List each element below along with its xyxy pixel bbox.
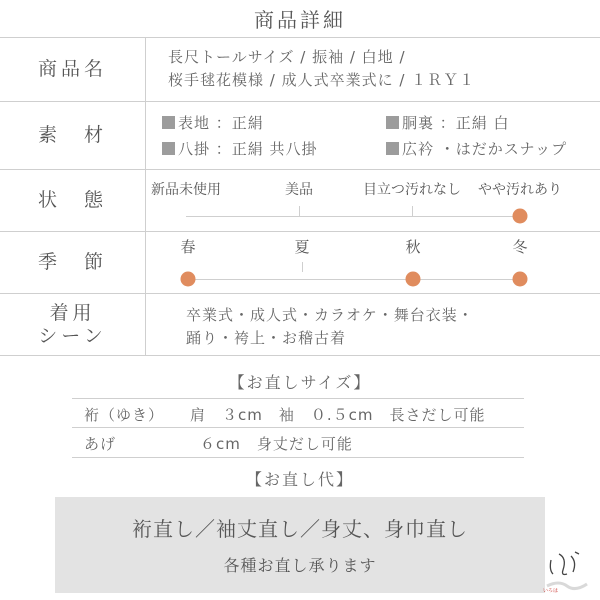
- state-scale: [146, 170, 600, 231]
- scene-label-line-1: 着用: [49, 301, 96, 324]
- spec-row-state: [0, 170, 600, 232]
- season-dot-spring: [181, 272, 196, 287]
- season-dot-autumn: [406, 272, 421, 287]
- name-line-1: 長尺トールサイズ / 振袖 / 白地 /: [168, 48, 406, 66]
- state-selected-dot: [513, 209, 528, 224]
- resize-row: [72, 428, 524, 458]
- material-hiroeri: 広衿 ・はだかスナップ: [402, 140, 568, 158]
- season-label-spring: 春: [180, 238, 196, 256]
- spec-label-scene: [0, 294, 146, 355]
- season-dot-winter: [513, 272, 528, 287]
- spec-value-scene: [146, 294, 600, 355]
- spec-label-season: 季 節: [0, 232, 146, 293]
- resize-row-detail: ６cm 身丈だし可能: [200, 435, 353, 453]
- fee-box: [55, 497, 545, 593]
- scene-line-2: 踊り・袴上・お稽古着: [186, 329, 347, 347]
- material-item: [162, 112, 264, 133]
- material-item: [386, 138, 567, 159]
- spec-row-material: [0, 102, 600, 170]
- state-tick: [412, 206, 413, 216]
- page-title: 商品詳細: [0, 0, 600, 38]
- state-tick: [299, 206, 300, 216]
- state-label: 新品未使用: [151, 182, 221, 198]
- fee-heading: 【お直し代】: [245, 470, 354, 489]
- season-scale-line: [188, 279, 520, 280]
- material-item: [386, 112, 510, 133]
- logo-text: いろは: [543, 588, 559, 594]
- spec-row-scene: [0, 294, 600, 356]
- square-bullet-icon: [162, 116, 175, 129]
- season-label-summer: 夏: [294, 238, 310, 256]
- resize-row-detail: 肩 ３cm 袖 ０.５cm 長さだし可能: [190, 406, 486, 424]
- brand-logo: [537, 540, 593, 596]
- scene-line-1: 卒業式・成人式・カラオケ・舞台衣装・: [186, 306, 474, 324]
- square-bullet-icon: [386, 116, 399, 129]
- fee-main-text: 裄直し／袖丈直し／身丈、身巾直し: [132, 517, 468, 541]
- spec-label-state: 状 態: [0, 170, 146, 231]
- material-dou: 胴裏 ：正絹 白: [402, 114, 510, 132]
- spec-value-material: [146, 102, 600, 169]
- name-line-2: 桜手毬花模様 / 成人式卒業式に / １ＲＹ１: [168, 71, 476, 89]
- spec-row-name: [0, 38, 600, 102]
- resize-row-label: あげ: [84, 435, 117, 453]
- season-label-autumn: 秋: [405, 238, 421, 256]
- square-bullet-icon: [162, 142, 175, 155]
- resize-row-label: 裄（ゆき）: [84, 406, 165, 424]
- season-label-winter: 冬: [512, 238, 528, 256]
- fee-sub-text: 各種お直し承ります: [223, 556, 377, 575]
- material-hakkake: 八掛 ：正絹 共八掛: [178, 140, 318, 158]
- material-item: [162, 138, 318, 159]
- material-omote: 表地 ：正絹: [178, 114, 264, 132]
- state-label: 目立つ汚れなし: [363, 182, 461, 198]
- scene-label-line-2: シーン: [38, 324, 107, 347]
- season-tick: [302, 262, 303, 272]
- spec-row-season: [0, 232, 600, 294]
- spec-value-name: [146, 38, 600, 101]
- resize-heading: 【お直しサイズ】: [228, 373, 372, 392]
- state-label: やや汚れあり: [478, 182, 562, 198]
- resize-row: [72, 398, 524, 428]
- state-scale-line: [186, 216, 520, 217]
- season-scale: [146, 232, 600, 293]
- state-label: 美品: [285, 182, 313, 198]
- square-bullet-icon: [386, 142, 399, 155]
- spec-label-name: 商品名: [0, 38, 146, 101]
- spec-label-material: 素 材: [0, 102, 146, 169]
